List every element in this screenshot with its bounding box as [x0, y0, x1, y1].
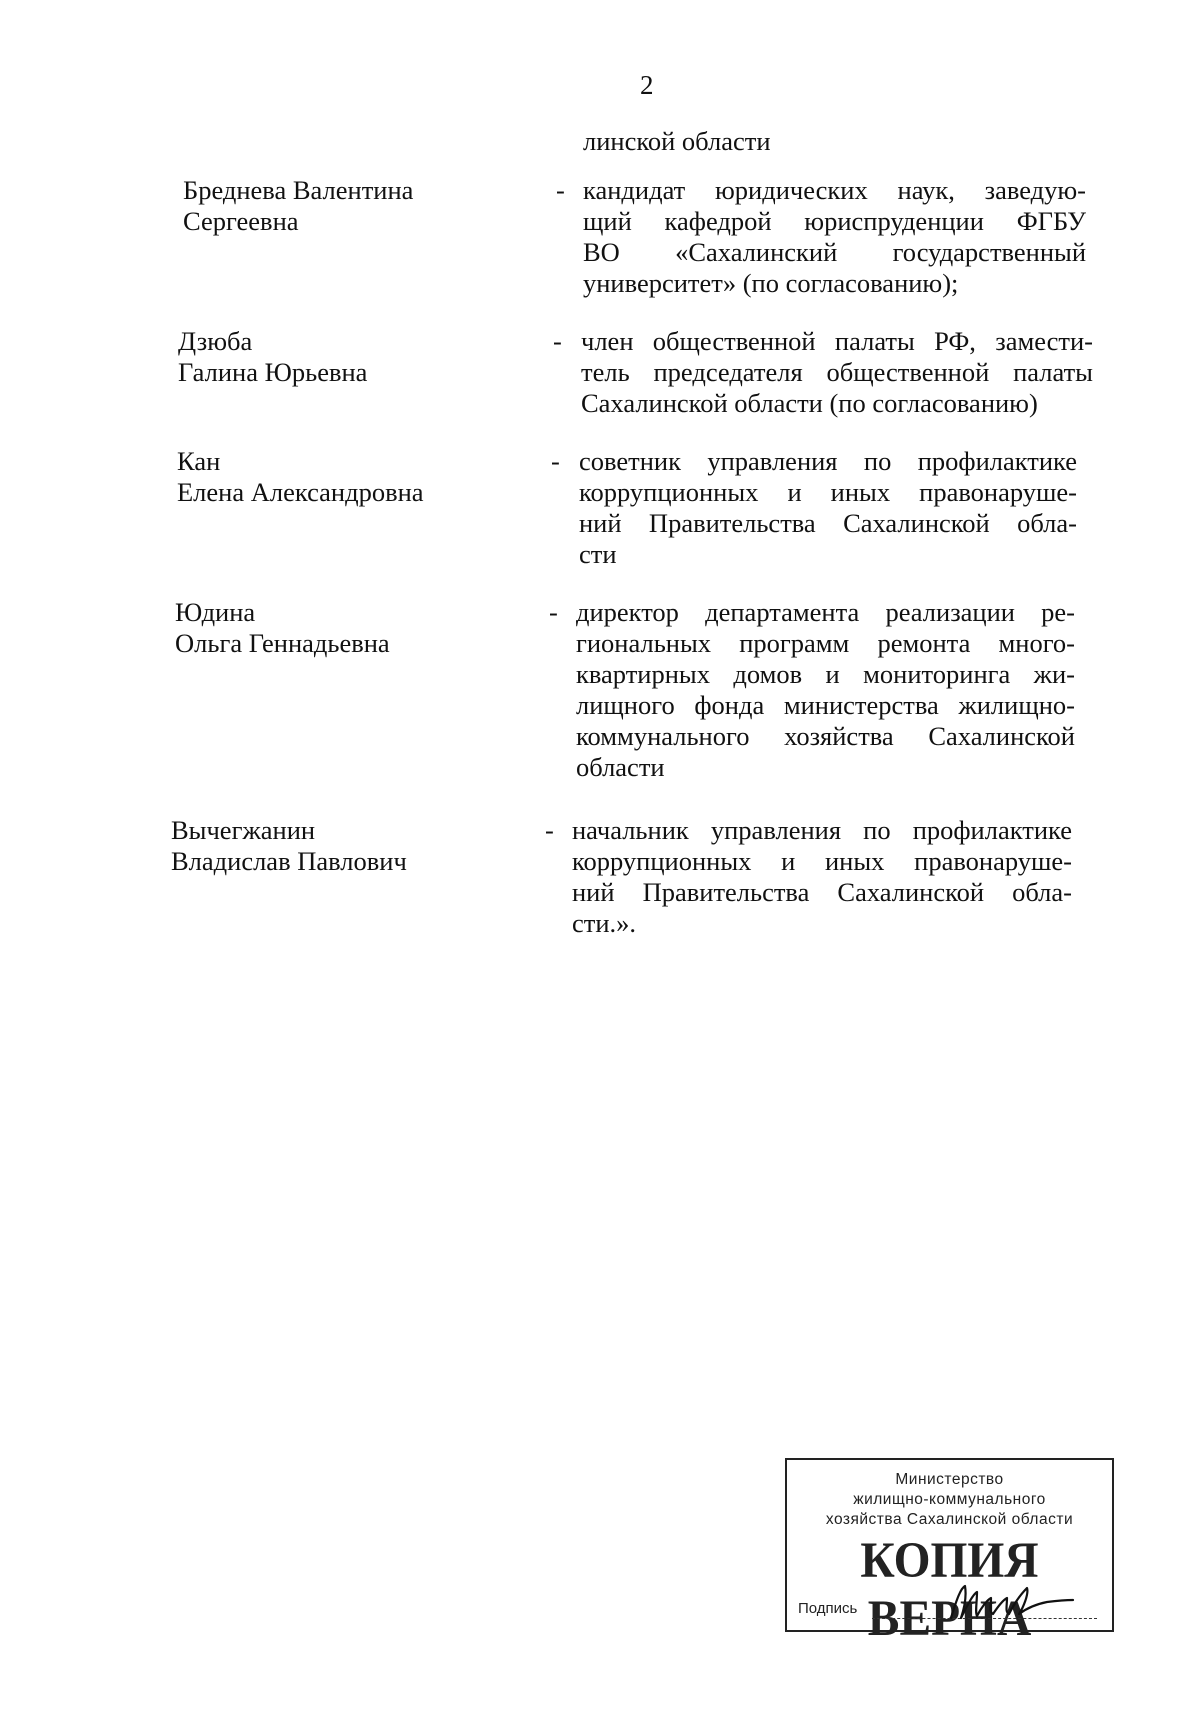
member-name [183, 175, 543, 237]
desc-line: коррупционных и иных правонаруше- [579, 477, 1077, 507]
desc-line: лищного фонда министерства жилищно- [576, 690, 1075, 720]
member-description [576, 597, 1075, 783]
member-name [178, 326, 538, 388]
member-name [175, 597, 535, 659]
stamp-line: Министерство [895, 1471, 1004, 1488]
desc-line: ВО «Сахалинский государственный [583, 237, 1086, 267]
stamp-line: жилищно-коммунального [853, 1491, 1046, 1508]
desc-line: области [576, 752, 665, 782]
name-line: Вычегжанин [171, 815, 316, 845]
desc-line: сти.». [572, 908, 637, 938]
desc-line: квартирных домов и мониторинга жи- [576, 659, 1075, 689]
dash: - [551, 446, 560, 476]
desc-line: ний Правительства Сахалинской обла- [572, 877, 1072, 907]
dash: - [549, 597, 558, 627]
name-line: Кан [177, 446, 221, 476]
stamp-title: КОПИЯ ВЕРНА [860, 1533, 1039, 1647]
desc-line: коррупционных и иных правонаруше- [572, 846, 1072, 876]
desc-line: Сахалинской области (по согласованию) [581, 388, 1038, 418]
desc-line: советник управления по профилактике [579, 446, 1077, 476]
desc-line: гиональных программ ремонта много- [576, 628, 1075, 658]
dash: - [553, 326, 562, 356]
continuation-text: линской области [583, 126, 771, 156]
member-description [572, 815, 1072, 939]
desc-line: университет» (по согласованию); [583, 268, 959, 298]
desc-line: член общественной палаты РФ, замести- [581, 326, 1093, 356]
stamp-line: хозяйства Сахалинской области [825, 1511, 1074, 1528]
member-description [581, 326, 1093, 419]
name-line: Бреднева Валентина [183, 175, 414, 205]
desc-line: сти [579, 539, 617, 569]
certified-copy-stamp [785, 1458, 1114, 1647]
page-number: 2 [640, 70, 654, 100]
dash: - [556, 175, 565, 205]
name-line: Владислав Павлович [171, 846, 407, 876]
name-line: Елена Александровна [177, 477, 424, 507]
signature-label: Подпись [798, 1600, 858, 1617]
member-name [177, 446, 537, 508]
desc-line: коммунального хозяйства Сахалинской [576, 721, 1075, 751]
name-line: Ольга Геннадьевна [175, 628, 390, 658]
dash: - [545, 815, 554, 845]
desc-line: тель председателя общественной палаты [581, 357, 1093, 387]
desc-line: щий кафедрой юриспруденции ФГБУ [583, 206, 1086, 236]
desc-line: директор департамента реализации ре- [576, 597, 1075, 627]
name-line: Галина Юрьевна [178, 357, 368, 387]
name-line: Сергеевна [183, 206, 299, 236]
name-line: Юдина [175, 597, 256, 627]
member-description [579, 446, 1077, 570]
name-line: Дзюба [178, 326, 253, 356]
member-name [171, 815, 531, 877]
handwritten-signature [947, 1578, 1077, 1624]
desc-line: кандидат юридических наук, заведую- [583, 175, 1086, 205]
desc-line: начальник управления по профилактике [572, 815, 1072, 845]
member-description [583, 175, 1086, 299]
desc-line: ний Правительства Сахалинской обла- [579, 508, 1077, 538]
